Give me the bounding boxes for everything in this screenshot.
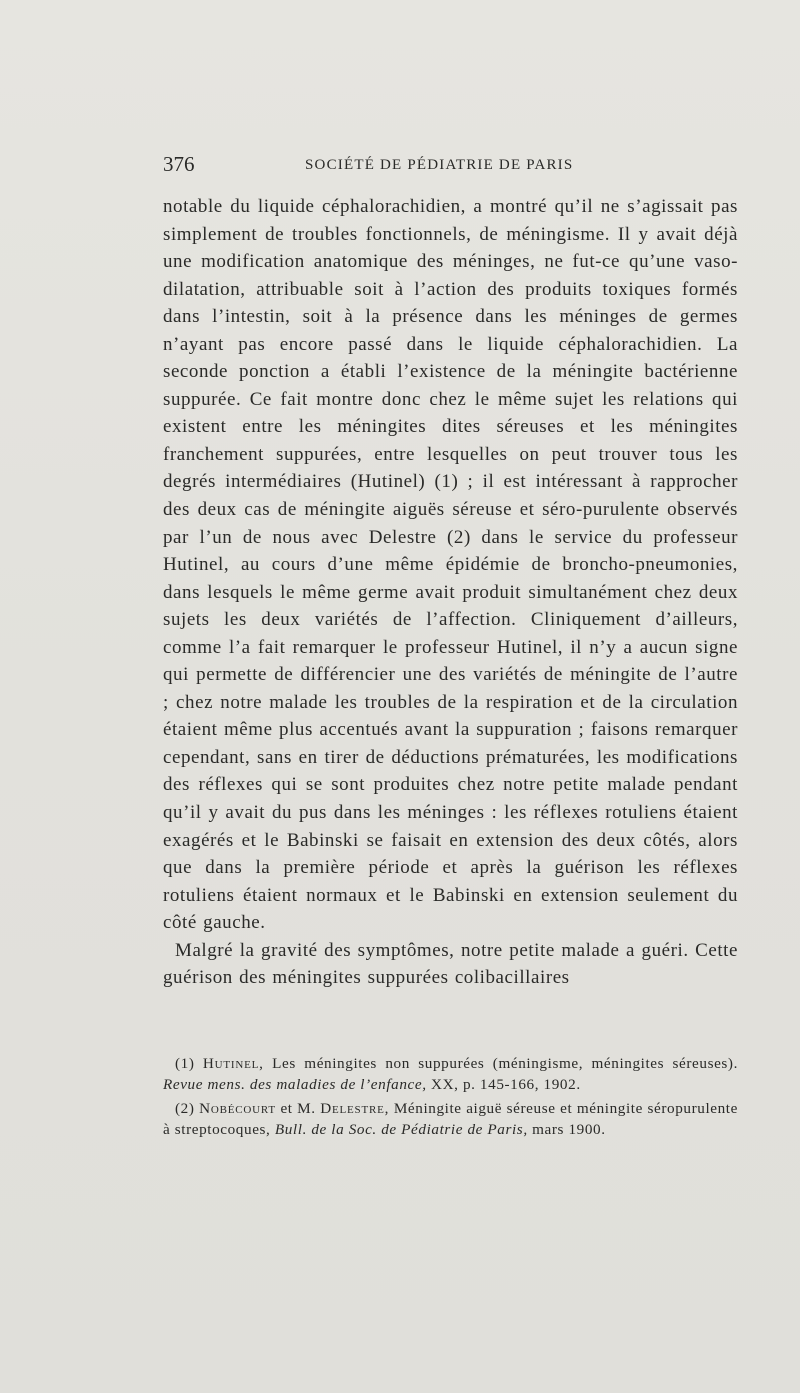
footnote-2 — [163, 1098, 738, 1140]
footnote-1-reference: XX, p. 145-166, 1902. — [431, 1076, 581, 1093]
footnote-1-journal: Revue mens. des maladies de l’enfance, — [163, 1076, 427, 1093]
page-header — [163, 152, 738, 182]
footnote-2-marker: (2) — [175, 1100, 195, 1117]
footnote-2-reference: mars 1900. — [532, 1121, 606, 1138]
footnote-2-author-1: Nobécourt — [199, 1100, 276, 1117]
footnote-1 — [163, 1053, 738, 1095]
running-head: SOCIÉTÉ DE PÉDIATRIE DE PARIS — [305, 157, 574, 173]
footnote-2-author-2: Delestre, — [320, 1100, 390, 1117]
body-text — [163, 193, 738, 992]
paragraph-2: Malgré la gravité des symptômes, notre petite malade a guéri. Cette guérison des méningites suppurées colibacillaires — [163, 939, 738, 989]
footnote-1-marker: (1) — [175, 1055, 195, 1072]
paragraph-1: notable du liquide céphalorachidien, a montré qu’il ne s’agissait pas simplement de troubles fonctionnels, de méningisme. Il y avait déjà une modification anatomique des méninges, ne fut-ce qu’une vaso-dilatation, attribuable soit à l’action des produits toxiques formés dans l’intestin, soit à la présence dans les méninges de germes n’ayant pas encore passé dans le liquide céphalorachidien. La seconde ponction a établi l’existence de la méningite bactérienne suppurée. Ce fait montre donc chez le même sujet les relations qui existent entre les méningites dites séreuses et les méningites franchement suppurées, entre lesquelles on peut trouver tous les degrés intermédiaires (Hutinel) (1) ; il est intéressant à rapprocher des deux cas de méningite aiguës séreuse et séro-purulente observés par l’un de nous avec Delestre (2) dans le service du professeur Hutinel, au cours d’une même épidémie de broncho-pneumonies, dans lesquels le même germe avait produit simultanément chez deux sujets les deux variétés de l’affection. Cliniquement d’ailleurs, comme l’a fait remarquer le professeur Hutinel, il n’y a aucun signe qui permette de différencier une des variétés de méningite de l’autre ; chez notre malade les troubles de la respiration et de la circulation étaient même plus accentués avant la suppuration ; faisons remarquer cependant, sans en tirer de déductions prématurées, les modifications des réflexes qui se sont produites chez notre petite malade pendant qu’il y avait du pus dans les méninges : les réflexes rotuliens étaient exagérés et le Babinski se faisait en extension des deux côtés, alors que dans la première période et après la guérison les réflexes rotuliens étaient normaux et le Babinski en extension seulement du côté gauche. — [163, 196, 738, 934]
footnote-2-title: Méningite aiguë séreuse et méningite séropurulente à streptocoques, — [163, 1100, 738, 1138]
footnote-1-title: Les méningites non suppurées (méningisme, méningites séreuses). — [272, 1055, 738, 1072]
footnote-1-author: Hutinel, — [202, 1055, 264, 1072]
footnotes — [163, 1053, 738, 1143]
page-number: 376 — [163, 152, 195, 176]
footnote-2-connector: et M. — [280, 1100, 316, 1117]
footnote-2-journal: Bull. de la Soc. de Pédiatrie de Paris, — [274, 1121, 528, 1138]
